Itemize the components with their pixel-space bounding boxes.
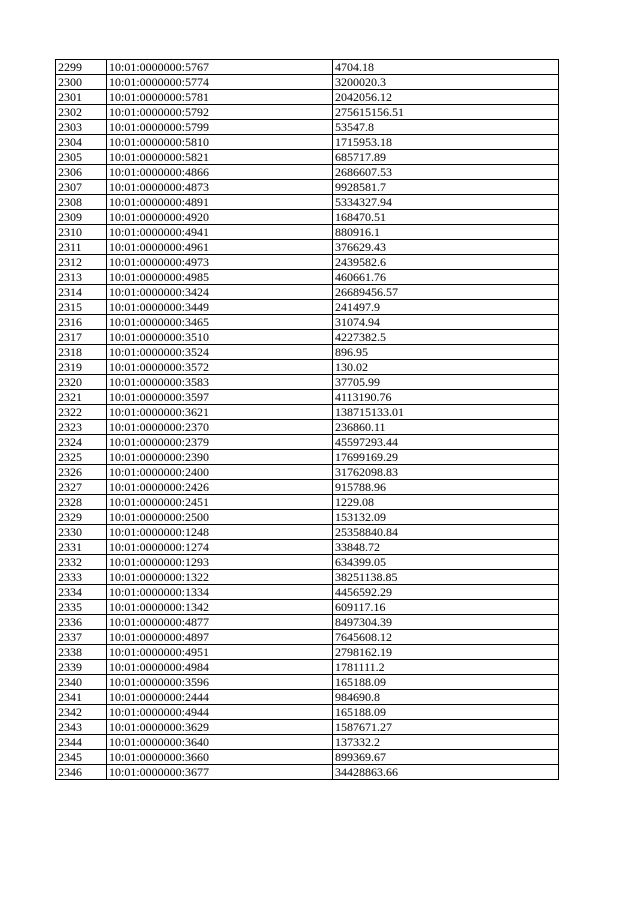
table-row bbox=[56, 540, 559, 555]
table-row bbox=[56, 495, 559, 510]
table-row bbox=[56, 60, 559, 75]
cadastral-number-cell: 10:01:0000000:4891 bbox=[107, 195, 333, 210]
table-row bbox=[56, 555, 559, 570]
cadastral-number-cell: 10:01:0000000:2390 bbox=[107, 450, 333, 465]
cadastral-number-cell: 10:01:0000000:5810 bbox=[107, 135, 333, 150]
value-cell: 31074.94 bbox=[333, 315, 559, 330]
value-cell: 165188.09 bbox=[333, 675, 559, 690]
row-number-cell: 2336 bbox=[56, 615, 107, 630]
row-number-cell: 2327 bbox=[56, 480, 107, 495]
value-cell: 2439582.6 bbox=[333, 255, 559, 270]
row-number-cell: 2345 bbox=[56, 750, 107, 765]
value-cell: 153132.09 bbox=[333, 510, 559, 525]
value-cell: 4227382.5 bbox=[333, 330, 559, 345]
value-cell: 609117.16 bbox=[333, 600, 559, 615]
value-cell: 880916.1 bbox=[333, 225, 559, 240]
row-number-cell: 2335 bbox=[56, 600, 107, 615]
table-row bbox=[56, 645, 559, 660]
value-cell: 33848.72 bbox=[333, 540, 559, 555]
cadastral-number-cell: 10:01:0000000:4877 bbox=[107, 615, 333, 630]
row-number-cell: 2308 bbox=[56, 195, 107, 210]
cadastral-number-cell: 10:01:0000000:5799 bbox=[107, 120, 333, 135]
table-row bbox=[56, 165, 559, 180]
value-cell: 4456592.29 bbox=[333, 585, 559, 600]
table-row bbox=[56, 375, 559, 390]
value-cell: 38251138.85 bbox=[333, 570, 559, 585]
cadastral-number-cell: 10:01:0000000:3424 bbox=[107, 285, 333, 300]
value-cell: 168470.51 bbox=[333, 210, 559, 225]
cadastral-number-cell: 10:01:0000000:3629 bbox=[107, 720, 333, 735]
row-number-cell: 2346 bbox=[56, 765, 107, 780]
cadastral-number-cell: 10:01:0000000:4985 bbox=[107, 270, 333, 285]
table-row bbox=[56, 720, 559, 735]
row-number-cell: 2317 bbox=[56, 330, 107, 345]
table-row bbox=[56, 465, 559, 480]
row-number-cell: 2344 bbox=[56, 735, 107, 750]
value-cell: 165188.09 bbox=[333, 705, 559, 720]
row-number-cell: 2313 bbox=[56, 270, 107, 285]
row-number-cell: 2332 bbox=[56, 555, 107, 570]
table-row bbox=[56, 225, 559, 240]
value-cell: 7645608.12 bbox=[333, 630, 559, 645]
value-cell: 138715133.01 bbox=[333, 405, 559, 420]
cadastral-number-cell: 10:01:0000000:2370 bbox=[107, 420, 333, 435]
value-cell: 25358840.84 bbox=[333, 525, 559, 540]
cadastral-number-cell: 10:01:0000000:3465 bbox=[107, 315, 333, 330]
row-number-cell: 2299 bbox=[56, 60, 107, 75]
table-row bbox=[56, 600, 559, 615]
table-row bbox=[56, 615, 559, 630]
value-cell: 2798162.19 bbox=[333, 645, 559, 660]
cadastral-number-cell: 10:01:0000000:3677 bbox=[107, 765, 333, 780]
table-row bbox=[56, 105, 559, 120]
value-cell: 241497.9 bbox=[333, 300, 559, 315]
row-number-cell: 2314 bbox=[56, 285, 107, 300]
table-row bbox=[56, 765, 559, 780]
cadastral-number-cell: 10:01:0000000:1322 bbox=[107, 570, 333, 585]
cadastral-number-cell: 10:01:0000000:2426 bbox=[107, 480, 333, 495]
table-row bbox=[56, 90, 559, 105]
cadastral-number-cell: 10:01:0000000:3510 bbox=[107, 330, 333, 345]
row-number-cell: 2305 bbox=[56, 150, 107, 165]
row-number-cell: 2342 bbox=[56, 705, 107, 720]
row-number-cell: 2323 bbox=[56, 420, 107, 435]
value-cell: 34428863.66 bbox=[333, 765, 559, 780]
value-cell: 275615156.51 bbox=[333, 105, 559, 120]
value-cell: 4704.18 bbox=[333, 60, 559, 75]
cadastral-number-cell: 10:01:0000000:1248 bbox=[107, 525, 333, 540]
cadastral-number-cell: 10:01:0000000:4961 bbox=[107, 240, 333, 255]
value-cell: 8497304.39 bbox=[333, 615, 559, 630]
value-cell: 45597293.44 bbox=[333, 435, 559, 450]
row-number-cell: 2306 bbox=[56, 165, 107, 180]
row-number-cell: 2330 bbox=[56, 525, 107, 540]
cadastral-number-cell: 10:01:0000000:2500 bbox=[107, 510, 333, 525]
row-number-cell: 2343 bbox=[56, 720, 107, 735]
table-body bbox=[56, 60, 559, 780]
table-row bbox=[56, 585, 559, 600]
cadastral-number-cell: 10:01:0000000:3572 bbox=[107, 360, 333, 375]
row-number-cell: 2318 bbox=[56, 345, 107, 360]
value-cell: 1715953.18 bbox=[333, 135, 559, 150]
row-number-cell: 2340 bbox=[56, 675, 107, 690]
row-number-cell: 2303 bbox=[56, 120, 107, 135]
table-row bbox=[56, 360, 559, 375]
cadastral-number-cell: 10:01:0000000:1342 bbox=[107, 600, 333, 615]
value-cell: 634399.05 bbox=[333, 555, 559, 570]
row-number-cell: 2334 bbox=[56, 585, 107, 600]
cadastral-number-cell: 10:01:0000000:3660 bbox=[107, 750, 333, 765]
row-number-cell: 2310 bbox=[56, 225, 107, 240]
cadastral-number-cell: 10:01:0000000:1293 bbox=[107, 555, 333, 570]
value-cell: 9928581.7 bbox=[333, 180, 559, 195]
value-cell: 17699169.29 bbox=[333, 450, 559, 465]
cadastral-number-cell: 10:01:0000000:4944 bbox=[107, 705, 333, 720]
table-row bbox=[56, 630, 559, 645]
table-row bbox=[56, 525, 559, 540]
value-cell: 1229.08 bbox=[333, 495, 559, 510]
value-cell: 2042056.12 bbox=[333, 90, 559, 105]
value-cell: 376629.43 bbox=[333, 240, 559, 255]
row-number-cell: 2322 bbox=[56, 405, 107, 420]
table-row bbox=[56, 510, 559, 525]
table-row bbox=[56, 300, 559, 315]
cadastral-number-cell: 10:01:0000000:3583 bbox=[107, 375, 333, 390]
cadastral-number-cell: 10:01:0000000:4941 bbox=[107, 225, 333, 240]
cadastral-number-cell: 10:01:0000000:1334 bbox=[107, 585, 333, 600]
row-number-cell: 2339 bbox=[56, 660, 107, 675]
cadastral-number-cell: 10:01:0000000:5767 bbox=[107, 60, 333, 75]
value-cell: 5334327.94 bbox=[333, 195, 559, 210]
table-row bbox=[56, 330, 559, 345]
value-cell: 685717.89 bbox=[333, 150, 559, 165]
cadastral-number-cell: 10:01:0000000:4920 bbox=[107, 210, 333, 225]
cadastral-number-cell: 10:01:0000000:2400 bbox=[107, 465, 333, 480]
cadastral-number-cell: 10:01:0000000:4951 bbox=[107, 645, 333, 660]
cadastral-number-cell: 10:01:0000000:2379 bbox=[107, 435, 333, 450]
table-row bbox=[56, 420, 559, 435]
value-cell: 130.02 bbox=[333, 360, 559, 375]
table-row bbox=[56, 435, 559, 450]
value-cell: 2686607.53 bbox=[333, 165, 559, 180]
table-row bbox=[56, 135, 559, 150]
row-number-cell: 2341 bbox=[56, 690, 107, 705]
row-number-cell: 2316 bbox=[56, 315, 107, 330]
cadastral-number-cell: 10:01:0000000:3597 bbox=[107, 390, 333, 405]
table-row bbox=[56, 180, 559, 195]
row-number-cell: 2302 bbox=[56, 105, 107, 120]
value-cell: 31762098.83 bbox=[333, 465, 559, 480]
value-cell: 236860.11 bbox=[333, 420, 559, 435]
cadastral-number-cell: 10:01:0000000:3596 bbox=[107, 675, 333, 690]
cadastral-number-cell: 10:01:0000000:4873 bbox=[107, 180, 333, 195]
value-cell: 915788.96 bbox=[333, 480, 559, 495]
table-row bbox=[56, 480, 559, 495]
row-number-cell: 2309 bbox=[56, 210, 107, 225]
cadastral-number-cell: 10:01:0000000:4973 bbox=[107, 255, 333, 270]
row-number-cell: 2320 bbox=[56, 375, 107, 390]
table-row bbox=[56, 675, 559, 690]
table-row bbox=[56, 150, 559, 165]
value-cell: 899369.67 bbox=[333, 750, 559, 765]
cadastral-number-cell: 10:01:0000000:3449 bbox=[107, 300, 333, 315]
value-cell: 896.95 bbox=[333, 345, 559, 360]
table-row bbox=[56, 345, 559, 360]
table-row bbox=[56, 660, 559, 675]
cadastral-number-cell: 10:01:0000000:2451 bbox=[107, 495, 333, 510]
value-cell: 3200020.3 bbox=[333, 75, 559, 90]
row-number-cell: 2324 bbox=[56, 435, 107, 450]
value-cell: 53547.8 bbox=[333, 120, 559, 135]
row-number-cell: 2331 bbox=[56, 540, 107, 555]
row-number-cell: 2325 bbox=[56, 450, 107, 465]
value-cell: 984690.8 bbox=[333, 690, 559, 705]
table-row bbox=[56, 690, 559, 705]
table-row bbox=[56, 255, 559, 270]
value-cell: 26689456.57 bbox=[333, 285, 559, 300]
row-number-cell: 2312 bbox=[56, 255, 107, 270]
row-number-cell: 2307 bbox=[56, 180, 107, 195]
value-cell: 460661.76 bbox=[333, 270, 559, 285]
row-number-cell: 2333 bbox=[56, 570, 107, 585]
cadastral-value-table bbox=[55, 59, 559, 780]
cadastral-number-cell: 10:01:0000000:5792 bbox=[107, 105, 333, 120]
cadastral-number-cell: 10:01:0000000:5774 bbox=[107, 75, 333, 90]
row-number-cell: 2338 bbox=[56, 645, 107, 660]
table-row bbox=[56, 735, 559, 750]
table-row bbox=[56, 315, 559, 330]
row-number-cell: 2321 bbox=[56, 390, 107, 405]
table-row bbox=[56, 210, 559, 225]
table-row bbox=[56, 705, 559, 720]
row-number-cell: 2337 bbox=[56, 630, 107, 645]
row-number-cell: 2300 bbox=[56, 75, 107, 90]
row-number-cell: 2328 bbox=[56, 495, 107, 510]
row-number-cell: 2301 bbox=[56, 90, 107, 105]
value-cell: 4113190.76 bbox=[333, 390, 559, 405]
cadastral-number-cell: 10:01:0000000:5781 bbox=[107, 90, 333, 105]
table-row bbox=[56, 120, 559, 135]
cadastral-number-cell: 10:01:0000000:1274 bbox=[107, 540, 333, 555]
row-number-cell: 2311 bbox=[56, 240, 107, 255]
table-row bbox=[56, 450, 559, 465]
table-row bbox=[56, 240, 559, 255]
table-row bbox=[56, 390, 559, 405]
row-number-cell: 2304 bbox=[56, 135, 107, 150]
table-row bbox=[56, 195, 559, 210]
table-row bbox=[56, 270, 559, 285]
value-cell: 1781111.2 bbox=[333, 660, 559, 675]
cadastral-number-cell: 10:01:0000000:2444 bbox=[107, 690, 333, 705]
table-row bbox=[56, 285, 559, 300]
row-number-cell: 2315 bbox=[56, 300, 107, 315]
table-row bbox=[56, 570, 559, 585]
cadastral-number-cell: 10:01:0000000:3621 bbox=[107, 405, 333, 420]
value-cell: 137332.2 bbox=[333, 735, 559, 750]
cadastral-number-cell: 10:01:0000000:3640 bbox=[107, 735, 333, 750]
table-row bbox=[56, 75, 559, 90]
cadastral-number-cell: 10:01:0000000:4866 bbox=[107, 165, 333, 180]
row-number-cell: 2319 bbox=[56, 360, 107, 375]
table-row bbox=[56, 405, 559, 420]
table-row bbox=[56, 750, 559, 765]
cadastral-number-cell: 10:01:0000000:5821 bbox=[107, 150, 333, 165]
cadastral-number-cell: 10:01:0000000:4984 bbox=[107, 660, 333, 675]
cadastral-number-cell: 10:01:0000000:4897 bbox=[107, 630, 333, 645]
value-cell: 37705.99 bbox=[333, 375, 559, 390]
cadastral-number-cell: 10:01:0000000:3524 bbox=[107, 345, 333, 360]
row-number-cell: 2329 bbox=[56, 510, 107, 525]
value-cell: 1587671.27 bbox=[333, 720, 559, 735]
row-number-cell: 2326 bbox=[56, 465, 107, 480]
